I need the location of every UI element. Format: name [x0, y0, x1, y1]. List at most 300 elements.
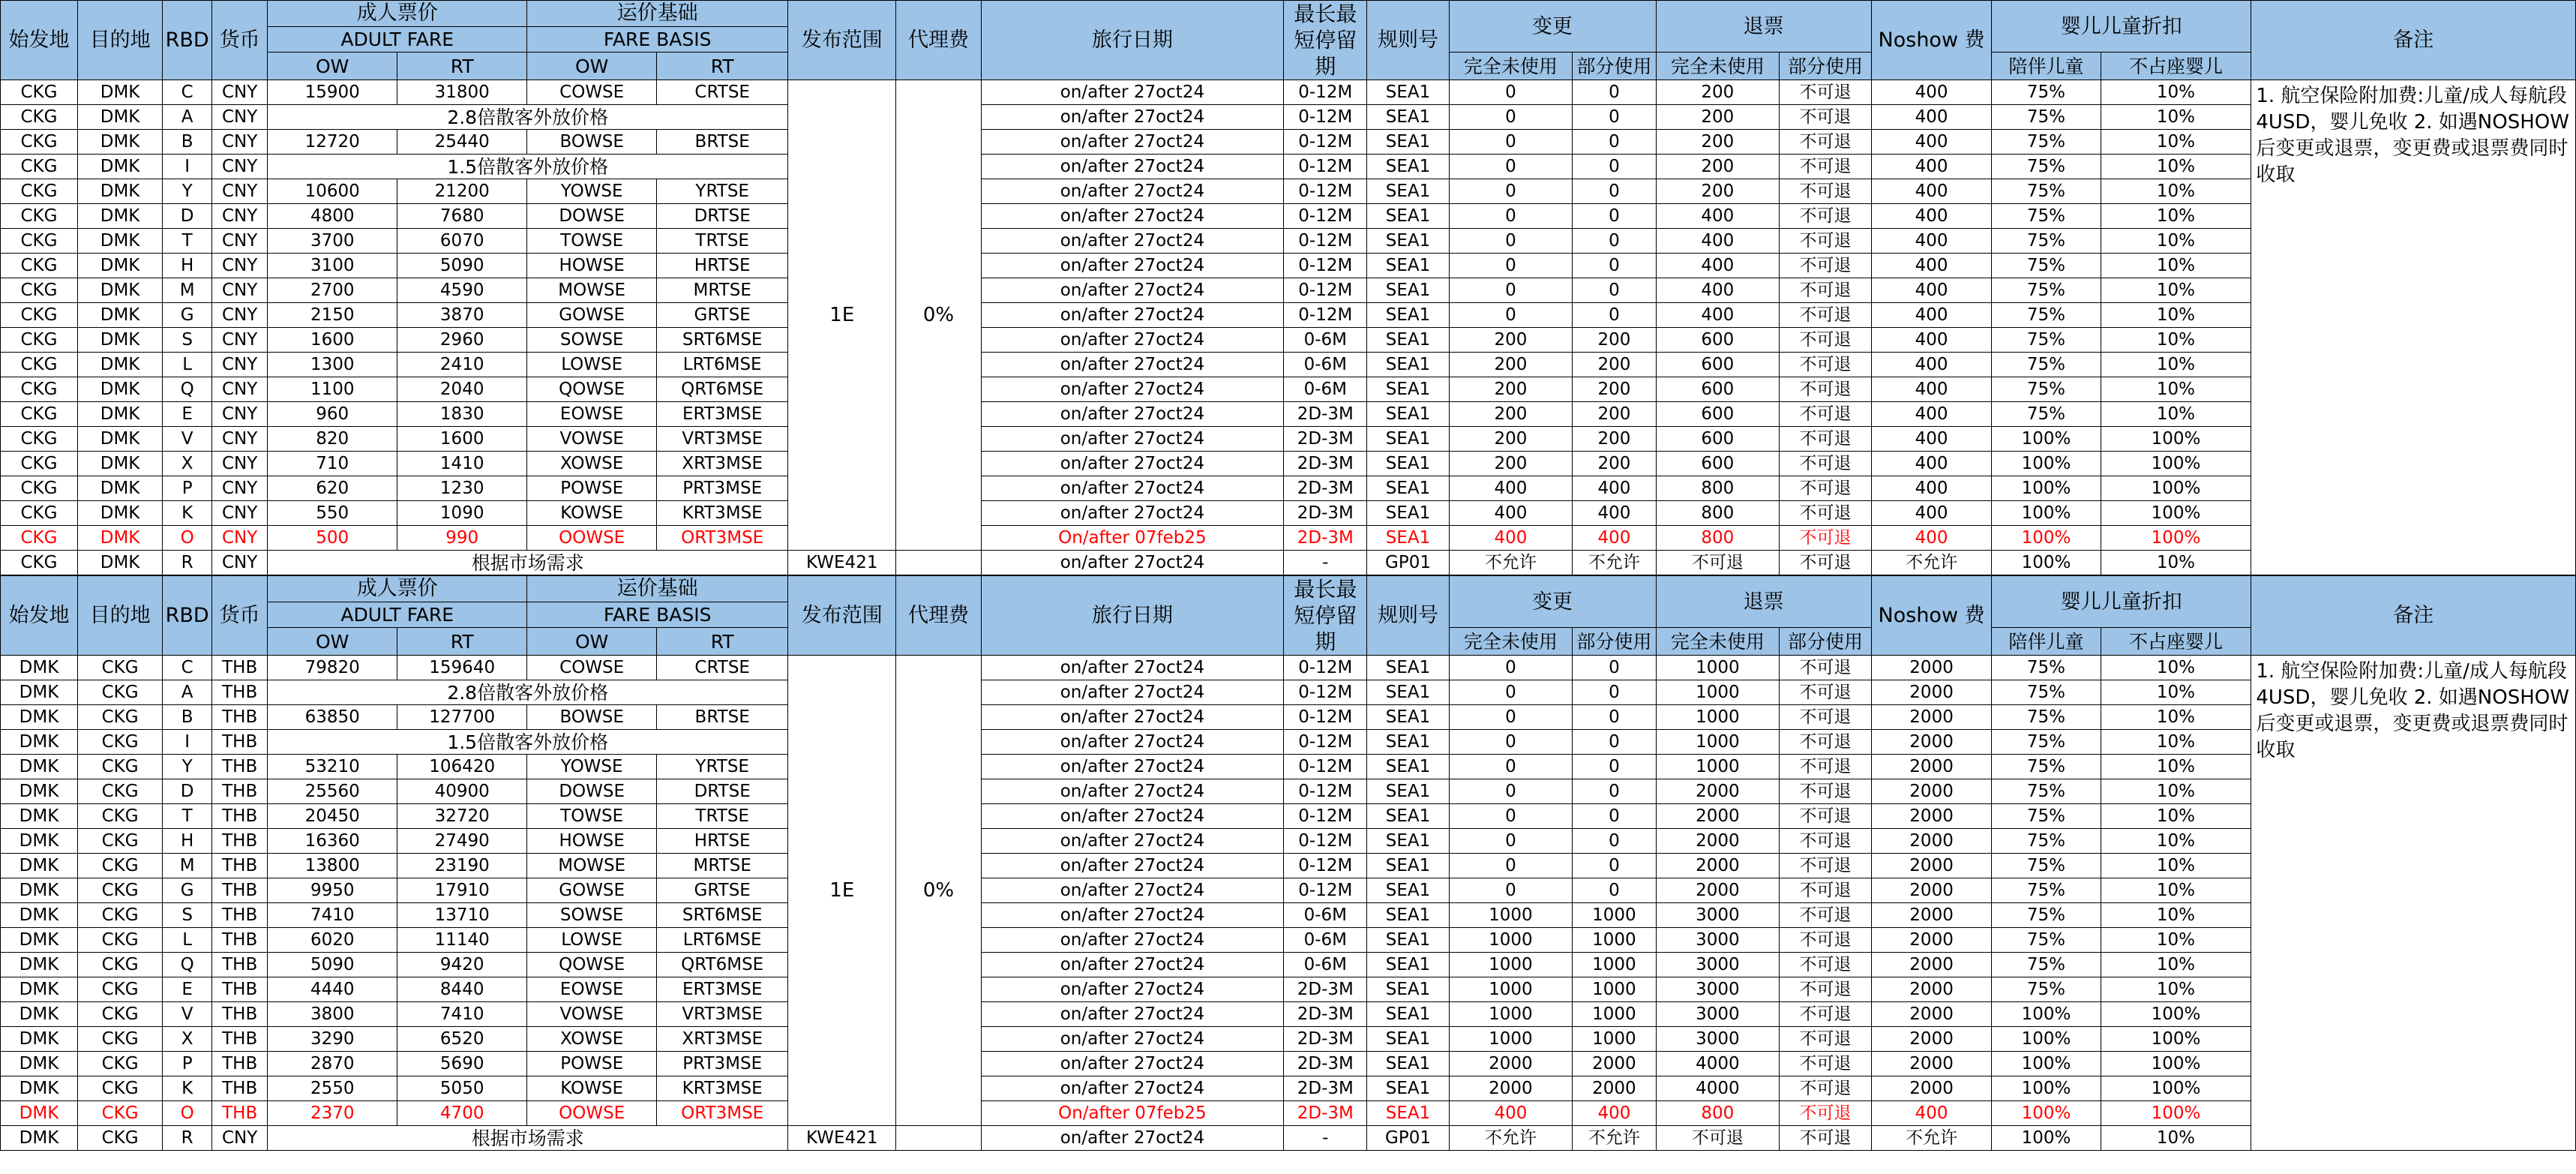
cell-fare-rt[interactable]: 5690	[397, 1052, 527, 1076]
cell-rule[interactable]: SEA1	[1367, 878, 1449, 903]
cell-refund-unused[interactable]: 2000	[1656, 804, 1780, 829]
cell-rule[interactable]: SEA1	[1367, 1101, 1449, 1126]
cell-currency[interactable]: CNY	[212, 476, 268, 501]
cell-change-partial[interactable]: 0	[1573, 854, 1656, 878]
cell-child[interactable]: 75%	[1992, 204, 2101, 229]
cell-stay[interactable]: 0-12M	[1284, 204, 1367, 229]
cell-refund-partial[interactable]: 不可退	[1780, 804, 1872, 829]
cell-basis-ow[interactable]: POWSE	[527, 476, 657, 501]
cell-change-unused[interactable]: 400	[1449, 1101, 1573, 1126]
cell-basis-rt[interactable]: DRTSE	[657, 204, 788, 229]
cell-fare-rt[interactable]: 32720	[397, 804, 527, 829]
cell-noshow[interactable]: 不允许	[1871, 551, 1992, 575]
cell-child[interactable]: 100%	[1992, 1076, 2101, 1101]
cell-change-partial[interactable]: 0	[1573, 80, 1656, 105]
cell-infant[interactable]: 100%	[2101, 501, 2251, 526]
cell-publish-scope[interactable]: KWE421	[788, 551, 896, 575]
cell-fare-ow[interactable]: 7410	[268, 903, 397, 928]
cell-basis-rt[interactable]: SRT6MSE	[657, 903, 788, 928]
cell-currency[interactable]: THB	[212, 1101, 268, 1126]
cell-rule[interactable]: GP01	[1367, 1126, 1449, 1151]
cell-refund-unused[interactable]: 不可退	[1656, 551, 1780, 575]
cell-rbd[interactable]: L	[163, 353, 212, 377]
cell-child[interactable]: 75%	[1992, 656, 2101, 680]
cell-fare-ow[interactable]: 5090	[268, 953, 397, 977]
cell-refund-partial[interactable]: 不可退	[1780, 130, 1872, 155]
cell-stay[interactable]: 2D-3M	[1284, 977, 1367, 1002]
cell-child[interactable]: 75%	[1992, 328, 2101, 353]
cell-refund-partial[interactable]: 不可退	[1780, 730, 1872, 755]
header-refund-unused[interactable]: 完全未使用	[1656, 53, 1780, 80]
cell-refund-unused[interactable]: 200	[1656, 155, 1780, 179]
cell-noshow[interactable]: 2000	[1871, 779, 1992, 804]
cell-basis-ow[interactable]: KOWSE	[527, 501, 657, 526]
cell-travel-date[interactable]: on/after 27oct24	[981, 903, 1284, 928]
cell-rule[interactable]: SEA1	[1367, 402, 1449, 427]
cell-rule[interactable]: SEA1	[1367, 179, 1449, 204]
cell-destination[interactable]: DMK	[77, 204, 162, 229]
cell-origin[interactable]: DMK	[1, 829, 78, 854]
cell-basis-ow[interactable]: XOWSE	[527, 452, 657, 476]
cell-origin[interactable]: CKG	[1, 155, 78, 179]
cell-fare-rt[interactable]: 4590	[397, 278, 527, 303]
header-travel-date[interactable]: 旅行日期	[981, 1, 1284, 80]
cell-basis-ow[interactable]: SOWSE	[527, 903, 657, 928]
cell-travel-date[interactable]: on/after 27oct24	[981, 179, 1284, 204]
cell-origin[interactable]: CKG	[1, 105, 78, 130]
cell-rbd[interactable]: Y	[163, 755, 212, 779]
cell-destination[interactable]: CKG	[77, 977, 162, 1002]
cell-fare-merged[interactable]: 根据市场需求	[268, 1126, 788, 1151]
cell-destination[interactable]: DMK	[77, 303, 162, 328]
cell-travel-date[interactable]: on/after 27oct24	[981, 551, 1284, 575]
header-change-partial[interactable]: 部分使用	[1573, 628, 1656, 656]
cell-refund-unused[interactable]: 4000	[1656, 1052, 1780, 1076]
header-basis-ow[interactable]: OW	[527, 53, 657, 80]
cell-noshow[interactable]: 400	[1871, 80, 1992, 105]
cell-basis-ow[interactable]: LOWSE	[527, 928, 657, 953]
header-change[interactable]: 变更	[1449, 1, 1656, 53]
cell-refund-unused[interactable]: 2000	[1656, 854, 1780, 878]
cell-refund-partial[interactable]: 不可退	[1780, 80, 1872, 105]
cell-fare-rt[interactable]: 13710	[397, 903, 527, 928]
cell-noshow[interactable]: 400	[1871, 402, 1992, 427]
cell-basis-rt[interactable]: HRTSE	[657, 254, 788, 278]
cell-rule[interactable]: SEA1	[1367, 526, 1449, 551]
cell-basis-ow[interactable]: TOWSE	[527, 229, 657, 254]
cell-change-unused[interactable]: 0	[1449, 105, 1573, 130]
cell-basis-rt[interactable]: TRTSE	[657, 804, 788, 829]
cell-change-unused[interactable]: 0	[1449, 755, 1573, 779]
cell-child[interactable]: 75%	[1992, 928, 2101, 953]
header-change-partial[interactable]: 部分使用	[1573, 53, 1656, 80]
cell-travel-date[interactable]: on/after 27oct24	[981, 353, 1284, 377]
cell-rbd[interactable]: B	[163, 705, 212, 730]
cell-noshow[interactable]: 400	[1871, 353, 1992, 377]
cell-noshow[interactable]: 400	[1871, 229, 1992, 254]
cell-refund-unused[interactable]: 3000	[1656, 977, 1780, 1002]
cell-rule[interactable]: SEA1	[1367, 328, 1449, 353]
cell-travel-date[interactable]: On/after 07feb25	[981, 1101, 1284, 1126]
cell-basis-rt[interactable]: YRTSE	[657, 179, 788, 204]
cell-currency[interactable]: THB	[212, 878, 268, 903]
cell-change-unused[interactable]: 1000	[1449, 928, 1573, 953]
cell-origin[interactable]: CKG	[1, 278, 78, 303]
cell-travel-date[interactable]: on/after 27oct24	[981, 402, 1284, 427]
cell-fare-ow[interactable]: 12720	[268, 130, 397, 155]
cell-basis-rt[interactable]: SRT6MSE	[657, 328, 788, 353]
header-agent-fee[interactable]: 代理费	[896, 1, 981, 80]
cell-destination[interactable]: CKG	[77, 755, 162, 779]
cell-stay[interactable]: 2D-3M	[1284, 452, 1367, 476]
cell-child[interactable]: 75%	[1992, 130, 2101, 155]
cell-change-partial[interactable]: 0	[1573, 755, 1656, 779]
cell-change-partial[interactable]: 0	[1573, 254, 1656, 278]
cell-fare-ow[interactable]: 1300	[268, 353, 397, 377]
header-destination[interactable]: 目的地	[77, 576, 162, 656]
cell-noshow[interactable]: 400	[1871, 303, 1992, 328]
cell-destination[interactable]: CKG	[77, 854, 162, 878]
cell-rbd[interactable]: Y	[163, 179, 212, 204]
cell-infant[interactable]: 10%	[2101, 80, 2251, 105]
cell-currency[interactable]: CNY	[212, 229, 268, 254]
cell-origin[interactable]: DMK	[1, 779, 78, 804]
header-noshow[interactable]: Noshow 费	[1871, 1, 1992, 80]
header-fare-rt[interactable]: RT	[397, 628, 527, 656]
cell-fare-rt[interactable]: 159640	[397, 656, 527, 680]
cell-infant[interactable]: 10%	[2101, 903, 2251, 928]
cell-noshow[interactable]: 400	[1871, 179, 1992, 204]
cell-noshow[interactable]: 400	[1871, 501, 1992, 526]
cell-rbd[interactable]: D	[163, 204, 212, 229]
header-rbd[interactable]: RBD	[163, 1, 212, 80]
cell-refund-unused[interactable]: 600	[1656, 353, 1780, 377]
cell-basis-ow[interactable]: OOWSE	[527, 1101, 657, 1126]
cell-child[interactable]: 75%	[1992, 977, 2101, 1002]
cell-refund-unused[interactable]: 600	[1656, 328, 1780, 353]
cell-change-unused[interactable]: 0	[1449, 854, 1573, 878]
cell-stay[interactable]: 0-12M	[1284, 755, 1367, 779]
header-infant[interactable]: 不占座婴儿	[2101, 628, 2251, 656]
cell-change-unused[interactable]: 1000	[1449, 1002, 1573, 1027]
cell-refund-partial[interactable]: 不可退	[1780, 452, 1872, 476]
cell-rbd[interactable]: Q	[163, 377, 212, 402]
header-origin[interactable]: 始发地	[1, 576, 78, 656]
cell-child[interactable]: 100%	[1992, 526, 2101, 551]
cell-refund-unused[interactable]: 3000	[1656, 1027, 1780, 1052]
cell-change-partial[interactable]: 1000	[1573, 903, 1656, 928]
cell-refund-unused[interactable]: 1000	[1656, 705, 1780, 730]
cell-change-unused[interactable]: 200	[1449, 353, 1573, 377]
cell-stay[interactable]: 0-6M	[1284, 328, 1367, 353]
cell-refund-unused[interactable]: 600	[1656, 377, 1780, 402]
cell-child[interactable]: 100%	[1992, 551, 2101, 575]
cell-infant[interactable]: 10%	[2101, 779, 2251, 804]
cell-destination[interactable]: CKG	[77, 705, 162, 730]
cell-child[interactable]: 100%	[1992, 1052, 2101, 1076]
cell-destination[interactable]: DMK	[77, 402, 162, 427]
cell-basis-rt[interactable]: GRTSE	[657, 878, 788, 903]
cell-destination[interactable]: CKG	[77, 1101, 162, 1126]
cell-destination[interactable]: DMK	[77, 526, 162, 551]
cell-refund-unused[interactable]: 600	[1656, 427, 1780, 452]
cell-refund-unused[interactable]: 800	[1656, 476, 1780, 501]
cell-basis-rt[interactable]: KRT3MSE	[657, 501, 788, 526]
cell-rule[interactable]: SEA1	[1367, 1052, 1449, 1076]
cell-noshow[interactable]: 400	[1871, 526, 1992, 551]
cell-change-partial[interactable]: 0	[1573, 278, 1656, 303]
cell-destination[interactable]: DMK	[77, 476, 162, 501]
cell-fare-rt[interactable]: 21200	[397, 179, 527, 204]
cell-noshow[interactable]: 2000	[1871, 804, 1992, 829]
cell-travel-date[interactable]: on/after 27oct24	[981, 328, 1284, 353]
cell-refund-unused[interactable]: 400	[1656, 303, 1780, 328]
cell-change-unused[interactable]: 1000	[1449, 953, 1573, 977]
cell-child[interactable]: 75%	[1992, 730, 2101, 755]
cell-travel-date[interactable]: on/after 27oct24	[981, 204, 1284, 229]
cell-rule[interactable]: SEA1	[1367, 829, 1449, 854]
cell-refund-partial[interactable]: 不可退	[1780, 526, 1872, 551]
cell-change-unused[interactable]: 200	[1449, 427, 1573, 452]
cell-basis-ow[interactable]: KOWSE	[527, 1076, 657, 1101]
cell-travel-date[interactable]: on/after 27oct24	[981, 1076, 1284, 1101]
cell-rbd[interactable]: R	[163, 1126, 212, 1151]
cell-refund-partial[interactable]: 不可退	[1780, 977, 1872, 1002]
cell-currency[interactable]: CNY	[212, 377, 268, 402]
cell-fare-rt[interactable]: 7410	[397, 1002, 527, 1027]
cell-change-unused[interactable]: 0	[1449, 829, 1573, 854]
cell-stay[interactable]: 0-12M	[1284, 779, 1367, 804]
cell-travel-date[interactable]: on/after 27oct24	[981, 105, 1284, 130]
cell-child[interactable]: 75%	[1992, 278, 2101, 303]
cell-rbd[interactable]: A	[163, 680, 212, 705]
cell-rule[interactable]: GP01	[1367, 551, 1449, 575]
cell-infant[interactable]: 10%	[2101, 878, 2251, 903]
cell-travel-date[interactable]: on/after 27oct24	[981, 130, 1284, 155]
cell-infant[interactable]: 10%	[2101, 254, 2251, 278]
cell-change-partial[interactable]: 不允许	[1573, 551, 1656, 575]
cell-noshow[interactable]: 2000	[1871, 1052, 1992, 1076]
cell-basis-rt[interactable]: PRT3MSE	[657, 476, 788, 501]
cell-change-unused[interactable]: 0	[1449, 804, 1573, 829]
cell-origin[interactable]: CKG	[1, 254, 78, 278]
cell-currency[interactable]: CNY	[212, 551, 268, 575]
header-child[interactable]: 陪伴儿童	[1992, 628, 2101, 656]
cell-origin[interactable]: CKG	[1, 303, 78, 328]
cell-infant[interactable]: 10%	[2101, 755, 2251, 779]
cell-change-unused[interactable]: 0	[1449, 254, 1573, 278]
cell-refund-unused[interactable]: 800	[1656, 526, 1780, 551]
cell-stay[interactable]: 0-12M	[1284, 829, 1367, 854]
cell-change-partial[interactable]: 2000	[1573, 1076, 1656, 1101]
cell-infant[interactable]: 10%	[2101, 377, 2251, 402]
cell-refund-partial[interactable]: 不可退	[1780, 254, 1872, 278]
cell-travel-date[interactable]: on/after 27oct24	[981, 1002, 1284, 1027]
cell-fare-ow[interactable]: 13800	[268, 854, 397, 878]
cell-stay[interactable]: 2D-3M	[1284, 1052, 1367, 1076]
header-child[interactable]: 陪伴儿童	[1992, 53, 2101, 80]
cell-change-unused[interactable]: 不允许	[1449, 551, 1573, 575]
cell-currency[interactable]: THB	[212, 755, 268, 779]
cell-refund-partial[interactable]: 不可退	[1780, 928, 1872, 953]
cell-rule[interactable]: SEA1	[1367, 928, 1449, 953]
cell-basis-ow[interactable]: TOWSE	[527, 804, 657, 829]
cell-refund-partial[interactable]: 不可退	[1780, 1002, 1872, 1027]
cell-fare-rt[interactable]: 25440	[397, 130, 527, 155]
cell-refund-unused[interactable]: 1000	[1656, 755, 1780, 779]
cell-rbd[interactable]: K	[163, 1076, 212, 1101]
cell-refund-unused[interactable]: 3000	[1656, 903, 1780, 928]
cell-currency[interactable]: CNY	[212, 452, 268, 476]
cell-refund-partial[interactable]: 不可退	[1780, 427, 1872, 452]
cell-child[interactable]: 75%	[1992, 105, 2101, 130]
cell-refund-unused[interactable]: 1000	[1656, 730, 1780, 755]
cell-rbd[interactable]: X	[163, 1027, 212, 1052]
cell-basis-rt[interactable]: PRT3MSE	[657, 1052, 788, 1076]
cell-fare-ow[interactable]: 820	[268, 427, 397, 452]
cell-basis-rt[interactable]: XRT3MSE	[657, 452, 788, 476]
cell-refund-partial[interactable]: 不可退	[1780, 402, 1872, 427]
cell-travel-date[interactable]: on/after 27oct24	[981, 1027, 1284, 1052]
cell-stay[interactable]: 0-6M	[1284, 353, 1367, 377]
cell-currency[interactable]: CNY	[212, 526, 268, 551]
cell-travel-date[interactable]: on/after 27oct24	[981, 229, 1284, 254]
cell-travel-date[interactable]: on/after 27oct24	[981, 427, 1284, 452]
cell-fare-rt[interactable]: 31800	[397, 80, 527, 105]
cell-rule[interactable]: SEA1	[1367, 427, 1449, 452]
cell-infant[interactable]: 100%	[2101, 1027, 2251, 1052]
cell-change-partial[interactable]: 200	[1573, 328, 1656, 353]
cell-basis-ow[interactable]: DOWSE	[527, 204, 657, 229]
cell-refund-partial[interactable]: 不可退	[1780, 755, 1872, 779]
cell-origin[interactable]: DMK	[1, 1076, 78, 1101]
cell-rbd[interactable]: T	[163, 229, 212, 254]
cell-travel-date[interactable]: on/after 27oct24	[981, 80, 1284, 105]
cell-child[interactable]: 75%	[1992, 755, 2101, 779]
cell-fare-ow[interactable]: 2870	[268, 1052, 397, 1076]
cell-change-unused[interactable]: 0	[1449, 878, 1573, 903]
cell-basis-rt[interactable]: MRTSE	[657, 854, 788, 878]
header-noshow[interactable]: Noshow 费	[1871, 576, 1992, 656]
cell-refund-partial[interactable]: 不可退	[1780, 705, 1872, 730]
cell-rule[interactable]: SEA1	[1367, 680, 1449, 705]
cell-travel-date[interactable]: on/after 27oct24	[981, 977, 1284, 1002]
cell-destination[interactable]: CKG	[77, 1027, 162, 1052]
cell-rbd[interactable]: G	[163, 303, 212, 328]
cell-basis-rt[interactable]: LRT6MSE	[657, 353, 788, 377]
cell-travel-date[interactable]: on/after 27oct24	[981, 254, 1284, 278]
cell-infant[interactable]: 10%	[2101, 402, 2251, 427]
cell-change-unused[interactable]: 0	[1449, 680, 1573, 705]
cell-destination[interactable]: CKG	[77, 804, 162, 829]
cell-rbd[interactable]: C	[163, 80, 212, 105]
cell-rbd[interactable]: T	[163, 804, 212, 829]
cell-child[interactable]: 75%	[1992, 303, 2101, 328]
header-currency[interactable]: 货币	[212, 1, 268, 80]
cell-child[interactable]: 100%	[1992, 501, 2101, 526]
cell-origin[interactable]: DMK	[1, 1126, 78, 1151]
cell-child[interactable]: 75%	[1992, 353, 2101, 377]
cell-change-unused[interactable]: 0	[1449, 130, 1573, 155]
cell-currency[interactable]: CNY	[212, 278, 268, 303]
cell-refund-unused[interactable]: 800	[1656, 501, 1780, 526]
cell-rule[interactable]: SEA1	[1367, 353, 1449, 377]
header-fare-ow[interactable]: OW	[268, 53, 397, 80]
cell-travel-date[interactable]: on/after 27oct24	[981, 878, 1284, 903]
cell-stay[interactable]: 0-12M	[1284, 278, 1367, 303]
cell-destination[interactable]: DMK	[77, 179, 162, 204]
cell-fare-merged[interactable]: 1.5倍散客外放价格	[268, 730, 788, 755]
cell-travel-date[interactable]: on/after 27oct24	[981, 829, 1284, 854]
cell-change-partial[interactable]: 1000	[1573, 1002, 1656, 1027]
cell-rbd[interactable]: E	[163, 402, 212, 427]
cell-refund-unused[interactable]: 4000	[1656, 1076, 1780, 1101]
cell-rule[interactable]: SEA1	[1367, 1027, 1449, 1052]
cell-refund-unused[interactable]: 800	[1656, 1101, 1780, 1126]
cell-refund-partial[interactable]: 不可退	[1780, 179, 1872, 204]
cell-rule[interactable]: SEA1	[1367, 1002, 1449, 1027]
cell-child[interactable]: 75%	[1992, 680, 2101, 705]
cell-noshow[interactable]: 2000	[1871, 656, 1992, 680]
cell-basis-rt[interactable]: ORT3MSE	[657, 1101, 788, 1126]
cell-basis-ow[interactable]: BOWSE	[527, 130, 657, 155]
cell-travel-date[interactable]: on/after 27oct24	[981, 303, 1284, 328]
cell-infant[interactable]: 10%	[2101, 705, 2251, 730]
cell-infant[interactable]: 10%	[2101, 854, 2251, 878]
cell-fare-ow[interactable]: 53210	[268, 755, 397, 779]
cell-basis-rt[interactable]: BRTSE	[657, 705, 788, 730]
cell-currency[interactable]: CNY	[212, 204, 268, 229]
cell-refund-unused[interactable]: 2000	[1656, 779, 1780, 804]
cell-destination[interactable]: DMK	[77, 353, 162, 377]
cell-origin[interactable]: DMK	[1, 1002, 78, 1027]
cell-destination[interactable]: DMK	[77, 229, 162, 254]
cell-origin[interactable]: DMK	[1, 928, 78, 953]
cell-fare-rt[interactable]: 17910	[397, 878, 527, 903]
header-basis-rt[interactable]: RT	[657, 628, 788, 656]
cell-child[interactable]: 75%	[1992, 953, 2101, 977]
cell-noshow[interactable]: 400	[1871, 452, 1992, 476]
cell-rule[interactable]: SEA1	[1367, 903, 1449, 928]
cell-change-unused[interactable]: 2000	[1449, 1076, 1573, 1101]
cell-infant[interactable]: 10%	[2101, 829, 2251, 854]
cell-child[interactable]: 100%	[1992, 476, 2101, 501]
header-rbd[interactable]: RBD	[163, 576, 212, 656]
cell-origin[interactable]: CKG	[1, 476, 78, 501]
cell-change-unused[interactable]: 0	[1449, 779, 1573, 804]
cell-noshow[interactable]: 400	[1871, 476, 1992, 501]
cell-basis-ow[interactable]: POWSE	[527, 1052, 657, 1076]
cell-change-partial[interactable]: 0	[1573, 130, 1656, 155]
cell-basis-ow[interactable]: OOWSE	[527, 526, 657, 551]
cell-basis-ow[interactable]: DOWSE	[527, 779, 657, 804]
cell-change-partial[interactable]: 400	[1573, 501, 1656, 526]
cell-change-partial[interactable]: 2000	[1573, 1052, 1656, 1076]
cell-change-partial[interactable]: 200	[1573, 377, 1656, 402]
cell-travel-date[interactable]: on/after 27oct24	[981, 278, 1284, 303]
cell-infant[interactable]: 10%	[2101, 204, 2251, 229]
cell-stay[interactable]: 0-12M	[1284, 878, 1367, 903]
cell-infant[interactable]: 10%	[2101, 328, 2251, 353]
cell-rule[interactable]: SEA1	[1367, 130, 1449, 155]
cell-basis-rt[interactable]: CRTSE	[657, 80, 788, 105]
cell-infant[interactable]: 10%	[2101, 551, 2251, 575]
cell-fare-ow[interactable]: 960	[268, 402, 397, 427]
cell-noshow[interactable]: 400	[1871, 105, 1992, 130]
cell-change-partial[interactable]: 0	[1573, 204, 1656, 229]
cell-infant[interactable]: 100%	[2101, 452, 2251, 476]
cell-rbd[interactable]: R	[163, 551, 212, 575]
